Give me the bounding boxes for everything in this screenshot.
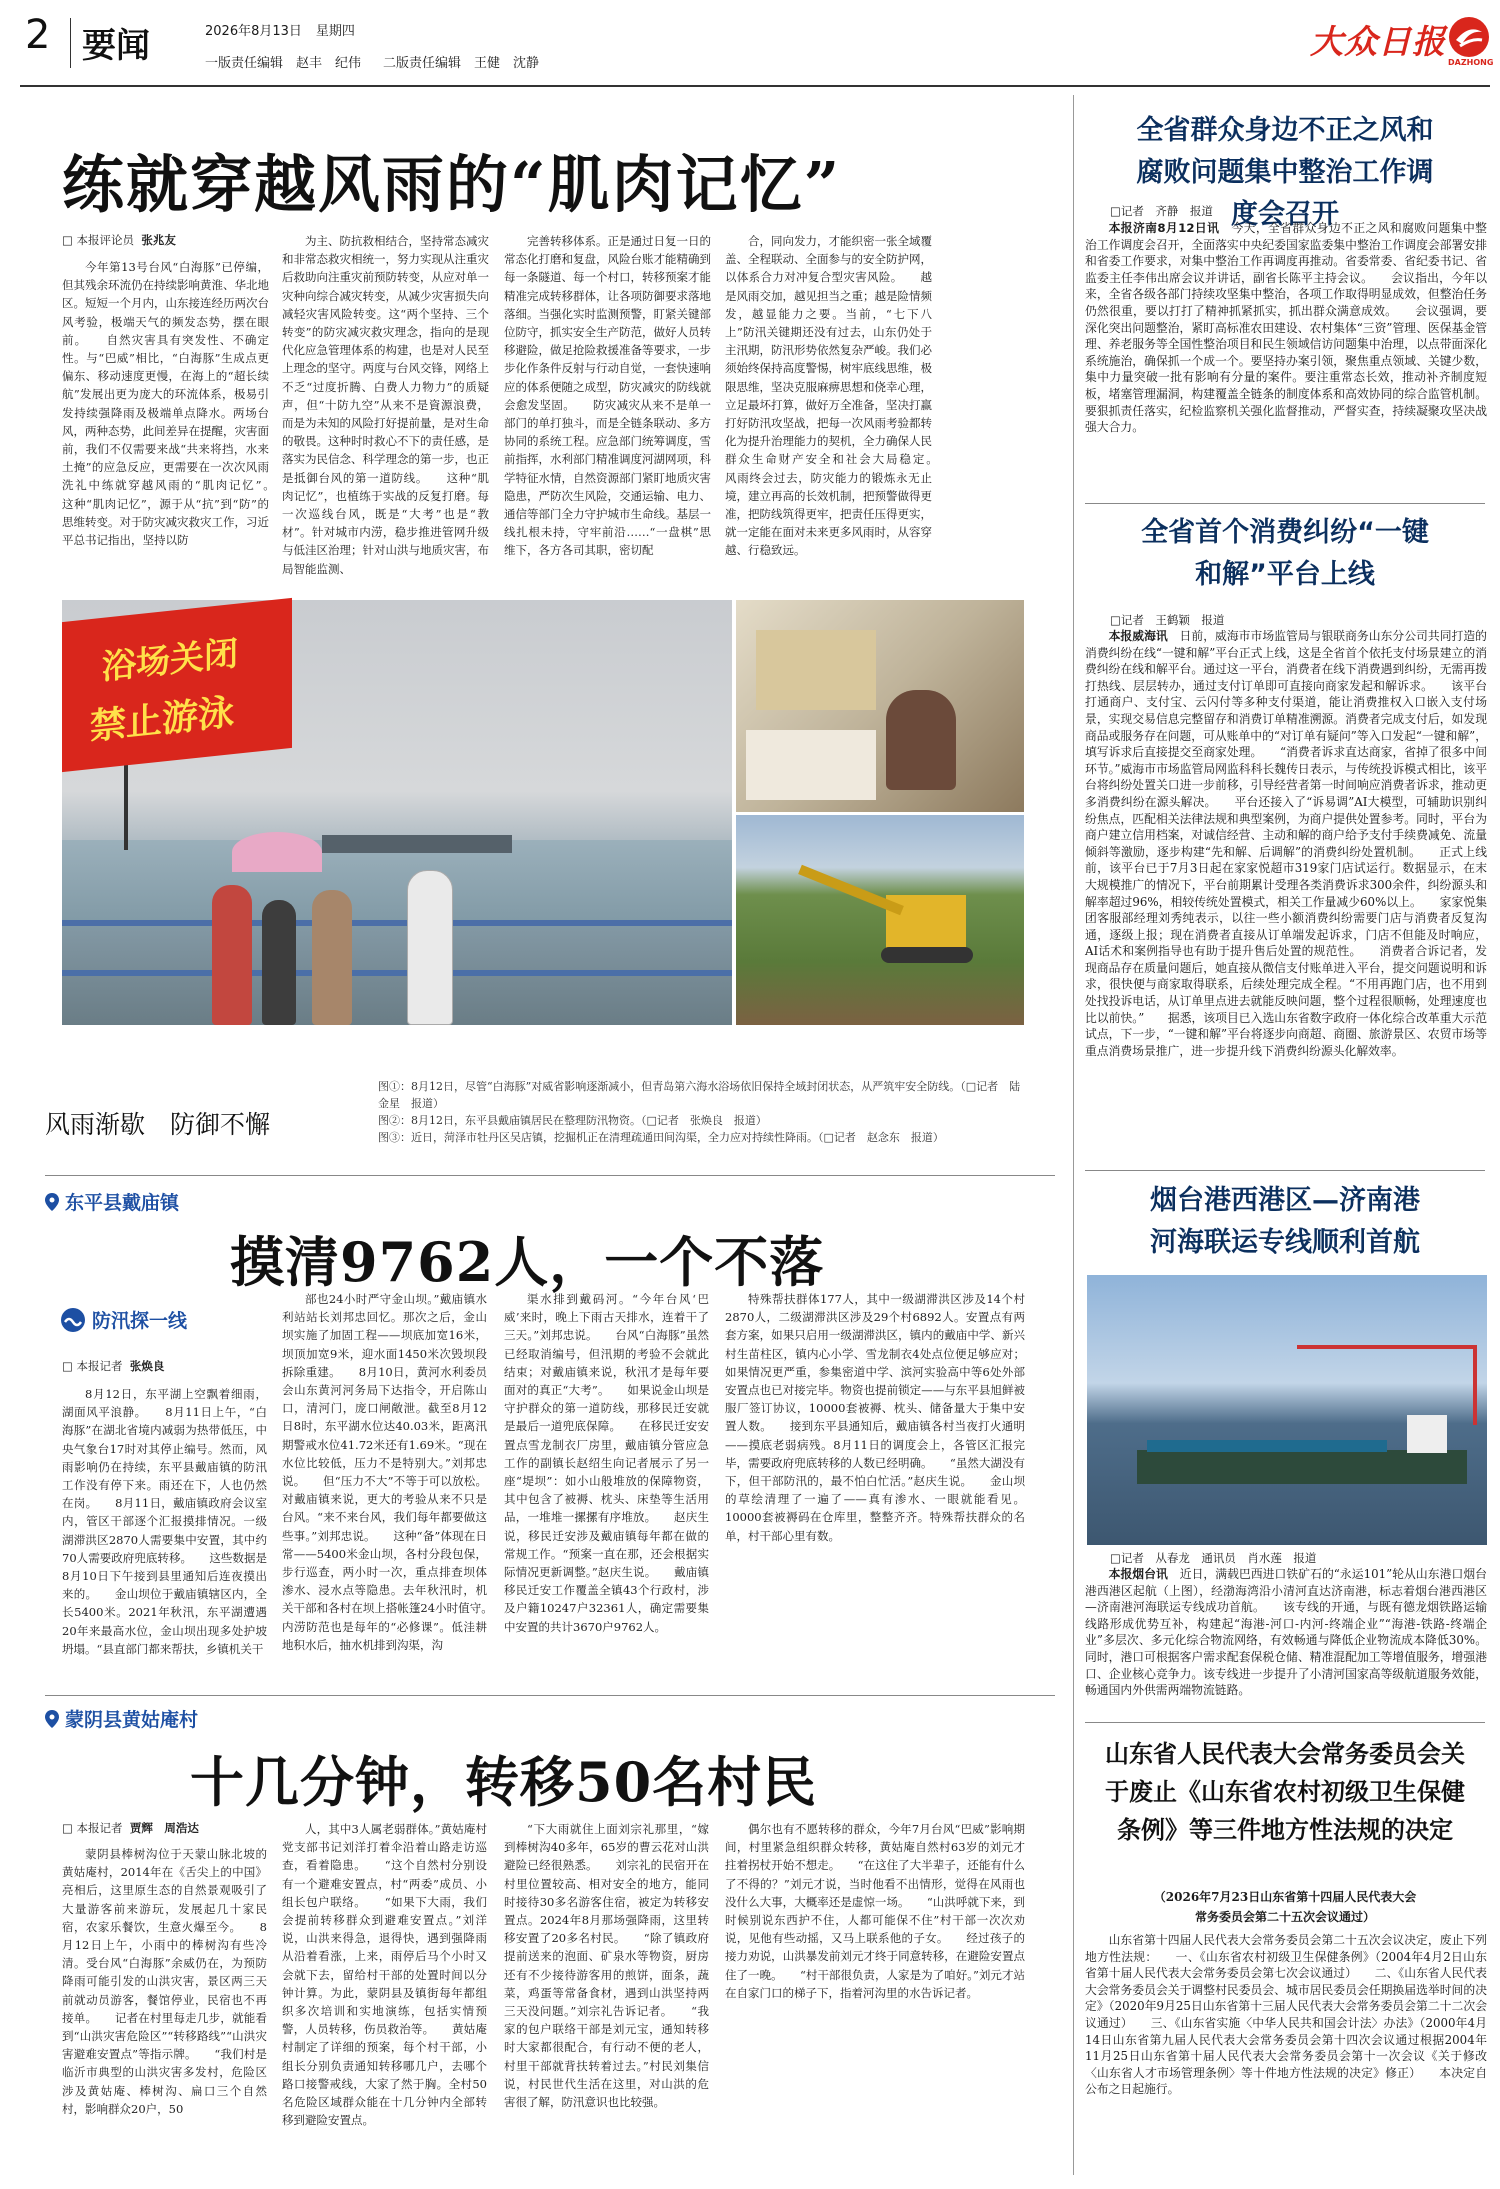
story2-location: 东平县戴庙镇 <box>45 1188 179 1215</box>
lead-byline: □ 本报评论员 张兆友 <box>62 233 176 247</box>
location-pin-icon <box>45 1710 59 1728</box>
lead-col-3: 完善转移体系。正是通过日复一日的常态化打磨和复盘，风险台账才能精确到每一条隧道、每一个村口，转移预案才能精准完成转移群体，让各项防御要求落地落细。当强化实时监测预警，盯紧关键部位防守，抓实安全生产防范，做好人员转移避险，做足抢险救援准备等要求，一步步化作条件反射与行动自觉，一套快速响应的体系便随之成型，防灾减灾的防线就会愈发坚固。 防灾减灾从来不是单一部门的单打独斗，而是全链条联动、多方协同的系统工程。应急部门统筹调度，雪前指挥，水利部门精准调度河湖网项，科学特征水情，自然资源部门紧盯地质灾害隐患，严防次生风险，交通运输、电力、通信等部门全力守护城市生命线。基层一线扎根未持，守牢前沿……“一盘棋”思维下，各方各司其职，密切配 <box>504 234 711 558</box>
right4-body: 山东省第十四届人民代表大会常务委员会第二十五次会议决定，废止下列地方性法规： 一、《山东省农村初级卫生保健条例》（2004年4月2日山东省第十届人民代表大会常务委员会第七次会议通过） 二、《山东省人民代表大会常务委员会关于调整村民委员会、城市居民委员会任期换届选举时间的决定》（2020年9月25日山东省第十三届人民代表大会常务委员会第二十二次会议通过） 三、《山东省实施〈中华人民共和国会计法〉办法》（2000年4月14日山东省第九届人民代表大会常务委员会第十四次会议通过根据2004年11月25日山东省第十届人民代表大会常务委员会第十一次会议《关于修改〈山东省人才市场管理条例〉等十件地方性法规的决定》修正） 本决定自公布之日起施行。 <box>1085 1933 1487 2097</box>
story3-col-3: “下大雨就住上面刘宗礼那里，“嫁到棒树沟40多年，65岁的曹云花对山洪避险已经很熟悉。 刘宗礼的民宿开在村里位置较高、相对安全的地方，能同时接待30多名游客住宿，被定为转移安置点。2024年8月那场强降雨，这里转移安置了20多名村民。 “除了镇政府提前送来的泡面、矿泉水等物资，厨房还有不少接待游客用的煎饼，面条，蔬菜，鸡蛋等常备食材，遇到山洪坚持两三天没问题。”刘宗礼告诉记者。 “我家的包户联络干部是刘元宝，通知转移时大家都很配合，有行动不便的老人，村里干部就背扶转着过去。”村民刘集信说，村民世代生活在这里，对山洪的危害很了解，防汛意识也比较强。 <box>504 1822 709 2110</box>
caption-1: 图①：8月12日，尽管“白海豚”对威省影响逐渐减小，但青岛第六海水浴场依旧保持全域封闭状态，从严筑牢安全防线。（□记者 陆金星 报道） <box>378 1080 1021 1110</box>
issue-date: 2026年8月13日 <box>205 24 302 39</box>
right3-body: 本报烟台讯 近日，满载巴西进口铁矿石的“永运101”轮从山东港口烟台港西港区起航（上图），经渤海湾沿小清河直达济南港，标志着烟台港西港区—济南港河海联运专线成功首航。 该专线的开通，与既有德龙烟铁路运输线路形成优势互补，构建起“海港-河口-内河-终端企业”“海港-铁路-终端企业”多层次、多元化综合物流网络，有效畅通与降低企业物流成本降低30%。同时，港口可根据客户需求配套保税仓储、精准混配加工等增值服务，增强港口、企业核心竞争力。该专线进一步提升了小清河国家高等级航道服务效能，畅通国内外供需两端物流链路。 <box>1085 1567 1487 1698</box>
story2-col-2: 部也24小时严守金山坝。”戴庙镇水利站站长刘邦忠回忆。那次之后，金山坝实施了加固工程——坝底加宽16米，坝顶加宽9米，迎水面1450米次毁坝段拆除重建。 8月10日，黄河水利委员会山东黄河河务局下达指令，开启陈山口，清河门，庞口闸敞泄。截至8月12日8时，东平湖水位达40.03米，距离汛期警戒水位41.72米还有1.69米。“现在水位比较低，压力不是特别大。”刘邦忠说。 但“压力不大”不等于可以放松。对戴庙镇来说，更大的考验从来不只是台风。“来不来台风，我们每年都要做这些事。”刘邦忠说。 这种“备”体现在日常——5400米金山坝，各村分段包保，步行巡查，两小时一次，重点排查坝体渗水、浸水点等隐患。去年秋汛时，机关干部和各村在坝上搭帐篷24小时值守。 内涝防范也是每年的“必修课”。低洼耕地积水后，抽水机排到沟渠，沟 <box>282 1292 510 1652</box>
photo-captions <box>378 1078 1028 1146</box>
story3-col-4: 偶尔也有不愿转移的群众，今年7月台风“巴威”影响期间，村里紧急组织群众转移，黄姑庵自然村63岁的刘元才拄着拐杖开始不想走。 “在这住了大半辈子，还能有什么了不得的？”刘元才说，当时他看不出情形，觉得在风雨也没什么大事，大概率还是虚惊一场。 “山洪呼就下来，到时候别说东西护不住，人都可能保不住”村干部一次次劝说，见他有些动摇，又马上联系他的子女。 经过孩子的接力劝说，山洪暴发前刘元才终于同意转移，在避险安置点住了一晚。 “村干部很负责，人家是为了咱好。”刘元才站在自家门口的梯子下，指着河沟里的水告诉记者。 <box>725 1822 1025 2000</box>
logo-mark-icon <box>1448 16 1490 58</box>
issue-weekday: 星期四 <box>315 24 355 39</box>
page-number: 2 <box>25 12 51 58</box>
story3-location: 蒙阴县黄姑庵村 <box>45 1705 198 1732</box>
story2-col-4: 特殊帮扶群体177人，其中一级湖滞洪区涉及14个村2870人，二级湖滞洪区涉及29个村6892人。安置点有两套方案，如果只启用一级湖滞洪区，镇内的戴庙中学、新兴村生苗柱区，镇内心小学、雪龙制衣4处点位便足够应对；如果情况更严重，参集密道中学、滨河实验高中等6处外部安置点也已对接完毕。物资也提前锁定——与东平县旭鲜被服厂签订协议，10000套被褥、枕头、储备量大于集中安置人数。 接到东平县通知后，戴庙镇各村当夜打火通明——摸底老弱病残。8月11日的调度会上，各管区汇报完毕，需要政府兜底转移的人数已经明确。 “虽然大湖没有下，但干部防汛的，最不怕白忙活。”赵庆生说。 金山坝的草绘清理了一遍了——真有渗水、一眼就能看见。10000套被褥码在仓库里，整整齐齐。特殊帮扶群众的名单，村干部心里有数。 <box>725 1292 1025 1543</box>
lead-headline: 练就穿越风雨的“肌肉记忆” <box>62 148 842 221</box>
masthead-rule <box>20 85 1490 87</box>
umbrella <box>232 832 322 872</box>
lead-col-1: 今年第13号台风“白海豚”已停编，但其残余环流仍在持续影响黄淮、华北地区。短短一个月内，山东接连经历两次台风考验，极端天气的频发态势，摆在眼前。 自然灾害具有突发性、不确定性。与“巴威”相比，“白海豚”生成点更偏东、移动速度更慢，在海上的“超长续航”发展出更为庞大的环流体系，极易引发持续强降雨及极端单点降水。两场台风，两种态势，此间差异在提醒，灾害面前，我们不仅需要来战“共来将挡，水来土掩”的应急反应，更需要在一次次风雨洗礼中练就穿越风雨的“肌肉记忆”。 这种“肌肉记忆”，源于从“抗”到“防”的思维转变。对于防灾减灾救灾工作，习近平总书记指出，坚持以防 <box>62 260 292 548</box>
pier <box>322 835 512 853</box>
banner-text-1: 浴场关闭 <box>102 633 238 688</box>
lead-col-2: 为主、防抗救相结合，坚持常态减灾和非常态救灾相统一，努力实现从注重灾后救助向注重灾前预防转变，从应对单一灾种向综合减灾转变，从减少灾害损失向减轻灾害风险转变。这“两个坚持、三个转变”的防灾减灾救灾理念，指向的是现代化应急管理体系的构建，也是对人民至上理念的坚守。两度与台风交锋，网络上不乏“过度折腾、白费人力物力”的质疑声，但“十防九空”从来不是資源浪费，而是为未知的风险打好提前量，是对生命的敬畏。这种时时救心不下的责任感，是落实为民信念、科学理念的第一步，也正是抵御台风的第一道防线。 这种“肌肉记忆”，也植练于实战的反复打磨。每一次巡线台风，既是“大考”也是“教材”。针对城市内涝，稳步推进管网升级与低洼区治理；针对山洪与地质灾害，布局智能监测、 <box>282 234 489 576</box>
person-3 <box>312 890 352 1025</box>
masthead <box>0 0 1500 85</box>
cranes <box>1297 1345 1477 1425</box>
story3-byline: □ 本报记者 贾辉 周浩达 <box>62 1821 199 1835</box>
paper-name: 大众日报 <box>1310 22 1446 61</box>
railing <box>62 920 732 926</box>
photo-ship <box>1087 1275 1487 1545</box>
masthead-divider <box>70 18 71 68</box>
right1-headline: 全省群众身边不正之风和腐败问题集中整治工作调度会召开 <box>1136 115 1434 230</box>
editors-line-1: 一版责任编辑 赵丰 纪伟 <box>205 56 362 71</box>
section-name: 要闻 <box>82 26 150 66</box>
ship-hull <box>1137 1450 1467 1484</box>
right4-subtitle-1: （2026年7月23日山东省第十四届人民代表大会 <box>1153 1890 1417 1904</box>
photo-beach <box>62 600 732 1025</box>
person-2 <box>262 900 296 1025</box>
wrapped-items <box>746 730 876 800</box>
banner-text-2: 禁止游泳 <box>90 692 235 749</box>
flood-badge-icon <box>60 1307 86 1333</box>
column-divider <box>1073 95 1074 2175</box>
caption-2: 图②：8月12日，东平县戴庙镇居民在整理防汛物资。（□记者 张焕良 报道） <box>378 1114 767 1127</box>
right4-subtitle-2: 常务委员会第二十五次会议通过） <box>1194 1910 1375 1924</box>
right-rule-1 <box>1085 503 1485 504</box>
section-rule-1 <box>45 1175 1055 1176</box>
column-badge: 防汛探一线 <box>60 1306 187 1333</box>
photo-side-title: 风雨渐歇 防御不懈 <box>45 1110 271 1139</box>
editors-line-2: 二版责任编辑 王健 沈静 <box>383 56 540 71</box>
right-rule-3 <box>1085 1722 1485 1723</box>
right4-headline: 山东省人民代表大会常务委员会关于废止《山东省农村初级卫生保健条例》等三件地方性法规的决定 <box>1105 1740 1465 1844</box>
story2-col-1: 8月12日，东平湖上空飘着细雨，湖面风平浪静。 8月11日上午，“白海豚”在湖北省境内减弱为热带低压，中央气象台17时对其停止编号。然而，风雨影响仍在持续，东平县戴庙镇的防汛工作没有停下来。雨还在下，人也仍然在岗。 8月11日，戴庙镇政府会议室内，管区干部逐个汇报摸排情况。一级湖滞洪区2870人需要集中安置，其中约70人需要政府兜底转移。 这些数据是8月10日下午接到县里通知后连夜摸出来的。 金山坝位于戴庙镇辖区内，全长5400米。2021年秋汛，东平湖遭遇20年来最高水位，金山坝出现多处护坡坍塌。“县直部门都来帮扶，乡镇机关干 <box>62 1387 267 1656</box>
story2-byline: □ 本报记者 张焕良 <box>62 1359 165 1373</box>
lead-col-4: 合，同向发力，才能织密一张全域覆盖、全程联动、全面参与的安全防护网，以体系合力对冲复合型灾害风险。 越是风雨交加，越见担当之重；越是险情频发，越显能力之要。当前，“七下八上”防汛关键期还没有过去，山东仍处于主汛期，防汛形势依然复杂严峻。我们必须始终保持高度警惕，树牢底线思维，极限思维，坚决克服麻痹思想和侥幸心理，立足最坏打算，做好万全准备，坚决打赢打好防汛攻坚战，把每一次风雨考验都转化为提升治理能力的契机，全力确保人民群众生命财产安全和社会大局稳定。 风雨终会过去，防灾能力的锻炼永无止境，建立再高的长效机制，把预警做得更准，把防线筑得更牢，把责任压得更实，就一定能在面对未来更多风雨时，从容穿越、行稳致远。 <box>725 234 955 558</box>
worker-figure <box>886 690 956 790</box>
right3-byline: □记者 从春龙 通讯员 肖水莲 报道 <box>1110 1551 1317 1565</box>
stacked-goods <box>756 630 876 710</box>
railing-lower <box>62 970 732 976</box>
paper-logo <box>1310 14 1494 74</box>
person-1 <box>212 885 252 1025</box>
ship-deck <box>1147 1440 1387 1452</box>
photo-excavator <box>736 815 1024 1025</box>
story3-col-2: 人，其中3人属老弱群体。”黄姑庵村党支部书记刘洋打着伞沿着山路走访巡查，看着隐患。 “这个自然村分别设有一个避难安置点，村“两委”成员、小组长包户联络。 “如果下大雨，我们会提前转移群众到避难安置点。”刘洋说，山洪来得急，退得快，遇到强降雨从沿着看涨，上来，雨停后马个小时又会就下去，留给村干部的处置时间以分钟计算。为此，蒙阴县及镇街每年都组织多次培训和实地演练，包括实情预警，人员转移，伤员救治等。 黄姑庵村制定了详细的预案，每个村干部，小组长分别负责通知转移哪几户，去哪个路口接警戒线，大家了然于胸。全村50名危险区域群众能在十几分钟内全部转移到避险安置点。 <box>282 1822 487 2128</box>
sea-band <box>62 840 732 930</box>
ship-bridge <box>1407 1415 1447 1453</box>
excavator-track <box>881 947 973 963</box>
location-pin-icon <box>45 1193 59 1211</box>
person-4 <box>407 870 453 1025</box>
right1-body: 本报济南8月12日讯 今天，全省群众身边不正之风和腐败问题集中整治工作调度会召开，全面落实中央纪委国家监委集中整治工作调度会部署安排和省委工作要求，对集中整治工作再调度再推动。省委常委、省纪委书记、省监委主任李伟出席会议并讲话，副省长陈平主持会议。 会议指出，今年以来，全省各级各部门持续攻坚集中整治，各项工作取得明显成效，但整治任务仍然很重，要以打打了精神抓紧抓实，抓出群众满意成效。 会议强调，要深化突出问题整治，紧盯高标准农田建设、农村集体“三资”管理、医保基金管理、养老服务等全国性整治项目和民生领域信访问题集中治理，以点带面深化系统施治，确保抓一个成一个。要坚持办案引领，聚焦重点领域、关键少数，集中力量突破一批有影响有分量的案件。要注重常态长效，推动补齐制度短板，堵塞管理漏洞，构建覆盖全链条的制度体系和高效协同的综合监管机制。要狠抓责任落实，纪检监察机关强化监督推动，严督实查，持续凝聚攻坚决战强大合力。 <box>1085 221 1487 435</box>
right1-byline: □记者 齐静 报道 <box>1110 204 1213 218</box>
right2-headline: 全省首个消费纠纷“一键和解”平台上线 <box>1141 517 1429 590</box>
excavator-arm <box>798 865 904 915</box>
right2-byline: □记者 王鹤颖 报道 <box>1110 613 1225 627</box>
photo-supplies <box>736 600 1024 812</box>
warning-banner <box>62 598 292 772</box>
story2-col-3: 渠水排到戴码河。“今年台风‘巴威’来时，晚上下雨古天排水，连着干了三天。”刘邦忠说。 台风“白海豚”虽然已经取消编号，但汛期的考验不会就此结束；对戴庙镇来说，秋汛才是每年要面对的真正“大考”。 如果说金山坝是守护群众的第一道防线，那移民迁安就是最后一道兜底保障。 在移民迁安安置点雪龙制衣厂房里，戴庙镇分管应急工作的副镇长赵绍生向记者展示了另一座“堤坝”：如小山般堆放的保障物资，其中包含了被褥、枕头、床垫等生活用品，一堆堆一摞摞有序堆放。 赵庆生说，移民迁安涉及戴庙镇每年都在做的常规工作。“预案一直在那，还会根据实际情况更新调整。”赵庆生说。 戴庙镇移民迁安工作覆盖全镇43个行政村，涉及户籍10247户32361人，确定需要集中安置的共计3670户9762人。 <box>504 1292 709 1634</box>
right-rule-2 <box>1085 1170 1485 1171</box>
right2-body: 本报威海讯 日前，威海市市场监管局与银联商务山东分公司共同打造的消费纠纷在线“一键和解”平台正式上线，这是全省首个依托支付场景建立的消费纠纷在线和解平台。通过这一平台，消费者在线下消费遇到纠纷，无需再拨打热线、层层转办，通过支付订单即可直接向商家发起和解诉求。 该平台打通商户、支付宝、云闪付等多种支付渠道，能让消费推权入口嵌入支付场景，实现交易信息完整留存和消费订单精准溯源。消费者完成支付后，如发现商品或服务存在问题，可从账单中的“对订单有疑问”等入口发起“一键和解”，填写诉求后直接提交至商家处理。 “消费者诉求直达商家，省掉了很多中间环节。”威海市市场监管局网监科科长魏传日表示，与传统投诉模式相比，该平台将纠纷处置关口进一步前移，引导经营者第一时间响应消费者诉求，推动更多消费纠纷在源头解决。 平台还接入了“诉易调”AI大模型，可辅助识别纠纷焦点，匹配相关法律法规和典型案例，为商户提供处置参考。同时，平台为商户建立信用档案，对诚信经营、主动和解的商户给予支付手续费减免、流量倾斜等激励，逐步构建“先和解、后调解”的消费纠纷处置机制。 正式上线前，该平台已于7月3日起在家家悦超市319家门店试运行。数据显示，在末大规模推广的情况下，平台前期累计受理各类消费诉求300余件，纠纷源头和解率超过96%，相较传统处置模式，相关工作量减少60%以上。 家家悦集团客服部经理刘秀纯表示，以往一些小额消费纠纷需要门店与消费者反复沟通，逐级上报；现在消费者直接从订单端发起诉求，门店不但能及时响应，AI话术和案例指导也有助于提升售后处置的规范性。 消费者合诉记者，发现商品存在质量问题后，她直接从微信支付账单进入平台，提交问题说明和诉求，很快便与商家取得联系，后续处理完成全程。“不用再跑门店，也不用到处找投诉电话，从订单里点进去就能反映问题，整个过程很顺畅，处理速度也比以前快。” 据悉，该项目已入选山东省数字政府一体化综合改革重大示范试点，下一步，“一键和解”平台将逐步向商超、商圈、旅游景区、农贸市场等重点消费场景推广，进一步提升线下消费纠纷源头化解效率。 <box>1085 629 1487 1058</box>
section-rule-2 <box>45 1695 1055 1696</box>
paper-brand: DAZHONG <box>1448 58 1494 67</box>
story3-col-1: 蒙阴县棒树沟位于天蒙山脉北坡的黄姑庵村，2014年在《舌尖上的中国》亮相后，这里原生态的自然景观吸引了大量游客前来游玩，发展起几十家民宿，农家乐餐饮，生意火爆至今。 8月12日上午，小雨中的棒树沟有些冷清。受台风“白海豚”余威仍在，为预防降雨可能引发的山洪灾害，景区两三天前就动员游客，餐馆停业，民宿也不再接单。 记者在村里每走几步，就能看到“山洪灾害危险区”“转移路线”“山洪灾害避难安置点”等指示牌。 “我们村是临沂市典型的山洪灾害多发村，危险区涉及黄姑庵、棒树沟、扁口三个自然村，影响群众20户，50 <box>62 1847 267 2116</box>
story2-headline: 摸清9762人，一个不落 <box>230 1230 825 1294</box>
right3-headline: 烟台港西港区—济南港河海联运专线顺利首航 <box>1150 1185 1420 1258</box>
caption-3: 图③：近日，菏泽市牡丹区吴店镇，挖掘机正在清理疏通田间沟渠，全力应对持续性降雨。（□记者 赵念东 报道） <box>378 1131 944 1144</box>
story3-headline: 十几分钟，转移50名村民 <box>190 1750 818 1814</box>
